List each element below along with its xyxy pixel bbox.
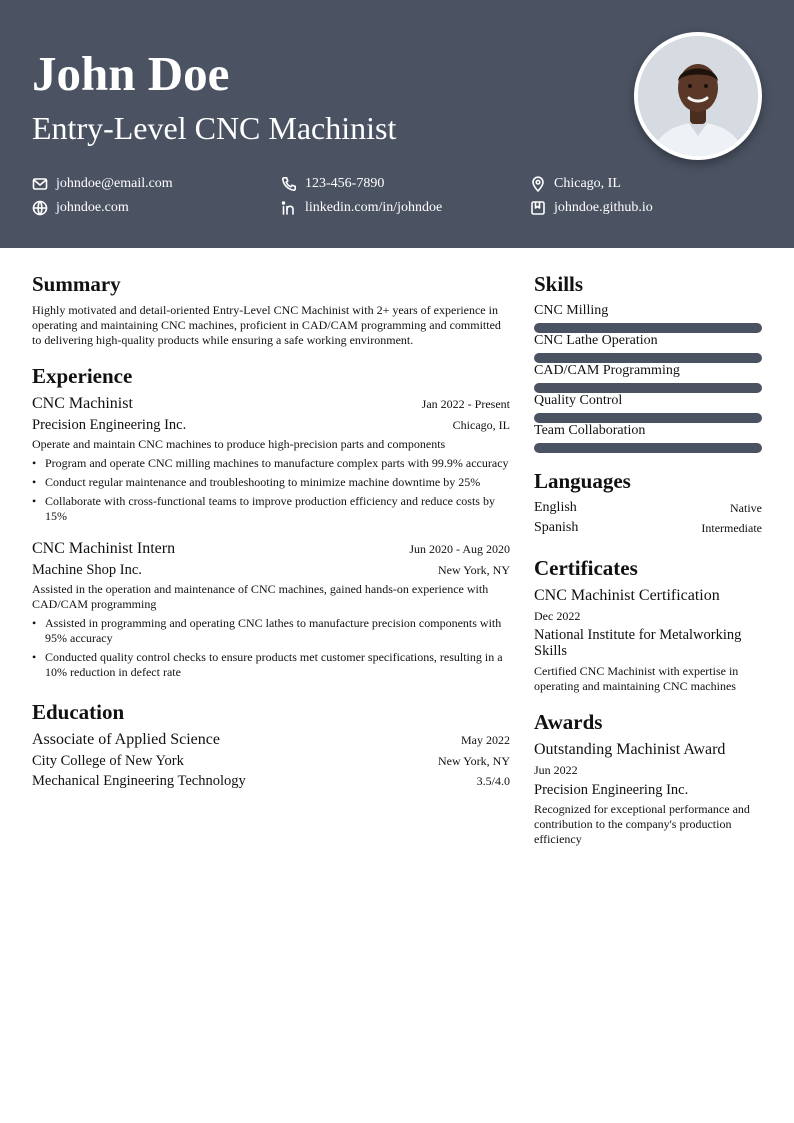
award-description: Recognized for exceptional performance and contribution to the company's production efficiency [534,802,750,846]
location-pin-icon [530,176,546,192]
phone-icon [281,176,297,192]
job-bullet: • Program and operate CNC milling machines to manufacture complex parts with 99.9% accuracy [32,456,512,471]
awards-heading: Awards [534,710,603,734]
education-field: Mechanical Engineering Technology [32,773,246,789]
certificate-date: Dec 2022 [534,609,581,623]
mail-icon [32,176,48,192]
contact-phone-text: 123-456-7890 [305,176,385,191]
award-issuer: Precision Engineering Inc. [534,782,689,798]
certificate-name: CNC Machinist Certification [534,587,720,604]
certificates-heading: Certificates [534,556,638,580]
github-icon [530,200,546,216]
education-location: New York, NY [437,754,510,768]
education-date: May 2022 [461,733,510,747]
award-name: Outstanding Machinist Award [534,741,726,758]
contact-email-text: johndoe@email.com [56,176,173,191]
job-title: Entry-Level CNC Machinist [32,110,397,146]
job-bullet: • Assisted in programming and operating CNC lathes to manufacture precision components with 95% accuracy [32,616,512,646]
job-location: New York, NY [437,563,510,577]
contact-website-text: johndoe.com [56,200,129,215]
job-bullet: • Conducted quality control checks to ensure products met customer specifications, resulting in a 10% reduction in defect rate [32,650,512,680]
contact-github-text: johndoe.github.io [554,200,653,215]
skill-name: CNC Lathe Operation [534,333,658,348]
job-description: Assisted in the operation and maintenance of CNC machines, gained hands-on experience with CAD/CAM programming [32,582,489,611]
education-heading: Education [32,700,125,724]
language-name: English [534,500,577,515]
contact-location-text: Chicago, IL [554,176,621,191]
languages-heading: Languages [534,469,631,493]
education-gpa: 3.5/4.0 [476,774,510,788]
job-company: Machine Shop Inc. [32,562,142,578]
contact-github[interactable] [530,199,653,217]
contact-phone[interactable] [281,175,384,193]
job-location: Chicago, IL [452,418,510,432]
skill-bar [534,443,762,453]
job-role: CNC Machinist [32,395,133,412]
skill-name: Team Collaboration [534,423,646,438]
linkedin-icon [281,200,297,216]
experience-heading: Experience [32,364,133,388]
education-school: City College of New York [32,753,184,769]
summary-text: Highly motivated and detail-oriented Entry-Level CNC Machinist with 2+ years of experience in operating and maintaining CNC machines, proficient in CAD/CAM programming and committed to delivering high-quality products while ensuring a safe working environment. [32,303,501,347]
certificate-issuer: National Institute for Metalworking Skills [534,627,742,659]
profile-photo-image [638,36,758,156]
job-bullet: • Conduct regular maintenance and troubleshooting to minimize machine downtime by 25% [32,475,512,490]
resume-header [0,0,794,248]
contact-linkedin[interactable] [281,199,442,217]
profile-photo [634,32,762,160]
job-description: Operate and maintain CNC machines to produce high-precision parts and components [32,437,446,451]
skill-name: CNC Milling [534,303,609,318]
contact-website[interactable] [32,199,129,217]
education-degree: Associate of Applied Science [32,731,220,748]
contact-linkedin-text: linkedin.com/in/johndoe [305,200,443,215]
summary-heading: Summary [32,272,121,296]
candidate-name: John Doe [32,46,230,101]
language-level: Intermediate [701,521,762,535]
job-dates: Jan 2022 - Present [421,397,510,411]
award-date: Jun 2022 [534,763,578,777]
globe-icon [32,200,48,216]
skills-heading: Skills [534,272,584,296]
job-role: CNC Machinist Intern [32,540,176,557]
job-company: Precision Engineering Inc. [32,417,187,433]
skill-name: CAD/CAM Programming [534,363,680,378]
language-level: Native [730,501,762,515]
contact-email[interactable] [32,175,173,193]
certificate-description: Certified CNC Machinist with expertise in operating and maintaining CNC machines [534,664,739,693]
job-bullet: • Collaborate with cross-functional teams to improve production efficiency and reduce costs by 15% [32,494,512,524]
contact-location [530,175,621,193]
language-name: Spanish [534,520,579,535]
job-dates: Jun 2020 - Aug 2020 [409,542,510,556]
skill-name: Quality Control [534,393,623,408]
